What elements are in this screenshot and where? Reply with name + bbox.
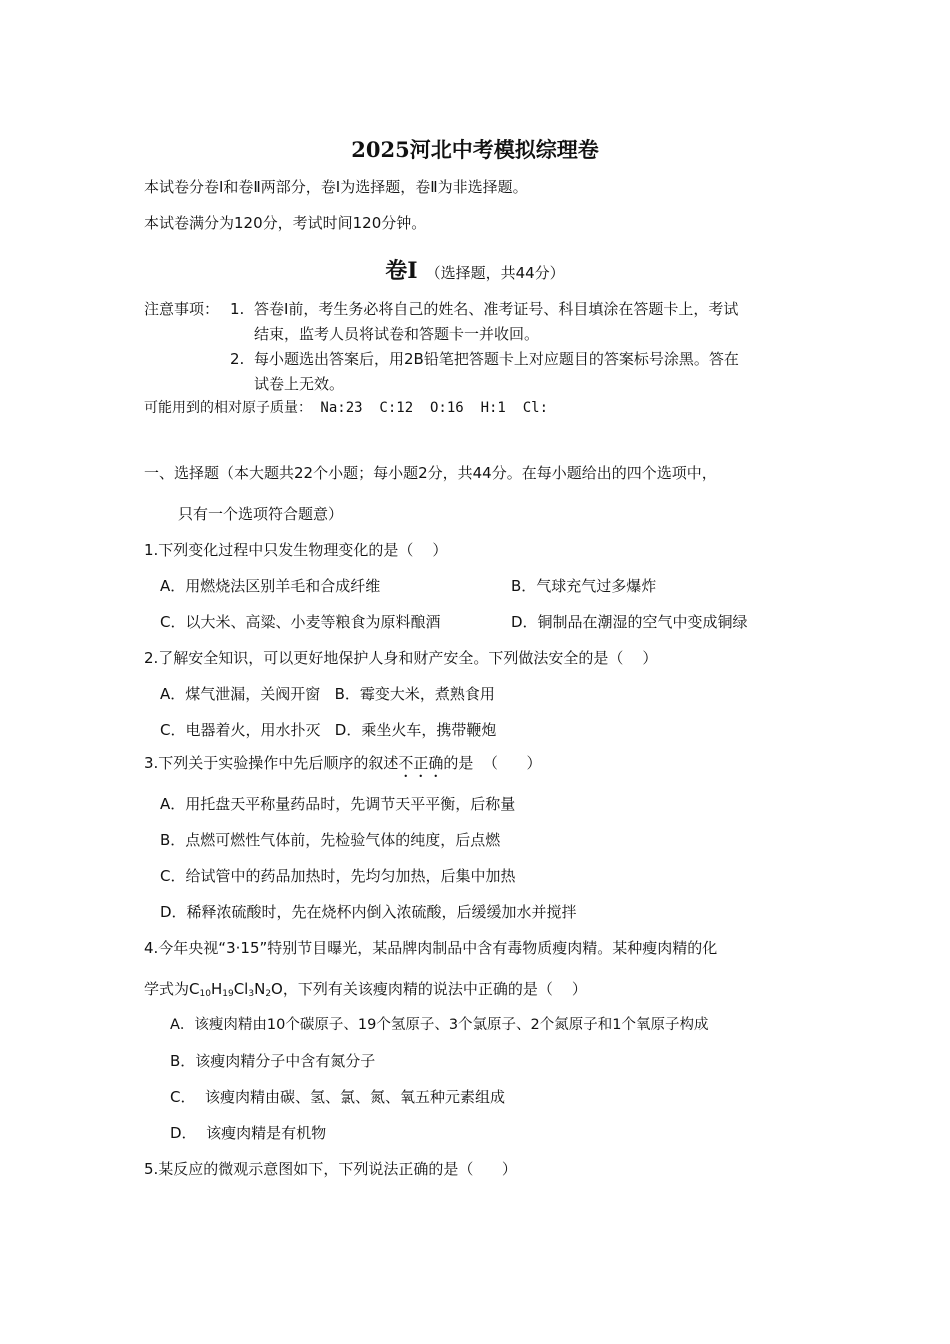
question-1-option-d: D．铜制品在潮湿的空气中变成铜绿 [511,613,748,631]
question-4-option-d: D． 该瘦肉精是有机物 [170,1124,327,1142]
formula-element-n: N [254,980,266,998]
question-2-options-ab: A．煤气泄漏，关阀开窗 B．霉变大米，煮熟食用 [160,685,495,703]
question-4-option-a: A．该瘦肉精由10个碳原子、19个氢原子、3个氯原子、2个氮原子和1个氧原子构成 [170,1017,709,1033]
section-1-subheading: （选择题，共44分） [425,264,565,282]
section-1-title [0,257,950,287]
part-1-instructions-line-1: 一、选择题（本大题共22个小题；每小题2分，共44分。在每小题给出的四个选项中， [144,464,717,482]
note-2-line-2: 试卷上无效。 [254,375,345,393]
formula-element-o: O [271,980,283,998]
formula-element-cl: Cl [233,980,249,998]
note-1-line-1: 答卷Ⅰ前，考生务必将自己的姓名、准考证号、科目填涂在答题卡上，考试 [254,300,739,318]
question-1-stem: 1.下列变化过程中只发生物理变化的是（ ） [144,541,448,559]
note-1-line-2: 结束，监考人员将试卷和答题卡一并收回。 [254,325,540,343]
question-2-options-cd: C．电器着火，用水扑灭 D．乘坐火车，携带鞭炮 [160,721,497,739]
question-4-stem-line-2 [144,979,587,999]
question-3-option-d: D．稀释浓硫酸时，先在烧杯内倒入浓硫酸，后缓缓加水并搅拌 [160,903,577,921]
question-2-stem: 2.了解安全知识，可以更好地保护人身和财产安全。下列做法安全的是（ ） [144,649,658,667]
formula-count-c: 10 [199,989,211,999]
question-5-stem: 5.某反应的微观示意图如下，下列说法正确的是（ ） [144,1160,517,1178]
formula-element-h: H [210,980,223,998]
question-3-stem-start: 3.下列关于实验操作中先后顺序的叙述 [144,754,399,772]
page-title: 2025河北中考模拟综理卷 [351,137,599,162]
formula-count-n: 2 [265,989,272,999]
note-1-number: 1. [230,300,245,318]
question-1-option-b: B．气球充气过多爆炸 [511,577,657,595]
note-2-line-1: 每小题选出答案后，用2B铅笔把答题卡上对应题目的答案标号涂黑。答在 [254,350,739,368]
question-4-stem-start: 学式为 [144,980,190,998]
formula-count-h: 19 [222,989,234,999]
question-3-option-a: A．用托盘天平称量药品时，先调节天平平衡，后称量 [160,795,516,813]
atomic-masses: 可能用到的相对原子质量： Na:23 C:12 O:16 H:1 Cl: [144,400,549,416]
question-3-stem [144,753,542,781]
formula-element-c: C [189,980,200,998]
question-1-option-c: C．以大米、高粱、小麦等粮食为原料酿酒 [160,613,441,631]
note-2-number: 2. [230,350,245,368]
question-4-stem-end: ，下列有关该瘦肉精的说法中正确的是（ ） [282,980,587,998]
intro-line-1: 本试卷分卷Ⅰ和卷Ⅱ两部分，卷Ⅰ为选择题，卷Ⅱ为非选择题。 [144,178,528,196]
question-4-option-b: B．该瘦肉精分子中含有氮分子 [170,1052,376,1070]
question-1-option-a: A．用燃烧法区别羊毛和合成纤维 [160,577,381,595]
question-4-stem-line-1: 4.今年央视“3·15”特别节目曝光，某品牌肉制品中含有毒物质瘦肉精。某种瘦肉精的化 [144,939,718,957]
notes-label: 注意事项： [144,300,220,318]
intro-line-2: 本试卷满分为120分，考试时间120分钟。 [144,214,427,232]
question-3-option-c: C．给试管中的药品加热时，先均匀加热，后集中加热 [160,867,516,885]
section-1-heading: 卷Ⅰ [385,258,418,284]
part-1-instructions-line-2: 只有一个选项符合题意） [178,505,344,523]
formula-count-cl: 3 [248,989,255,999]
question-4-option-c: C． 该瘦肉精由碳、氢、氯、氮、氧五种元素组成 [170,1088,506,1106]
question-3-stem-end: 的是 （ ） [443,754,542,772]
chemical-formula [189,980,283,998]
question-3-option-b: B．点燃可燃性气体前，先检验气体的纯度，后点燃 [160,831,501,849]
question-3-emphasis: 不正确 [398,754,444,772]
